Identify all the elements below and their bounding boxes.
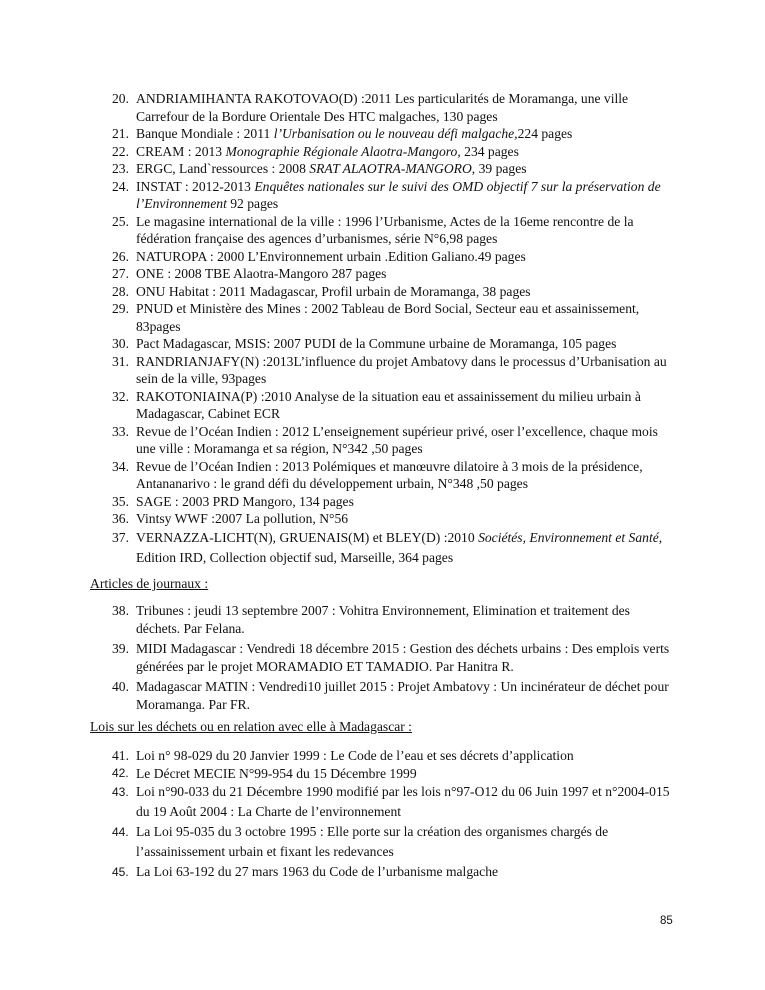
item-text: 92 pages (226, 196, 279, 211)
item-number: 38. (112, 603, 129, 618)
item-text: 224 pages (517, 126, 573, 141)
reference-item (0, 125, 765, 143)
reference-item (0, 143, 765, 161)
item-text: Pact Madagascar, MSIS: 2007 PUDI de la Commune urbaine de Moramanga, 105 pages (136, 336, 617, 351)
item-title-italic: l’Urbanisation ou le nouveau défi malgache, (273, 126, 518, 141)
reference-item (0, 265, 765, 283)
reference-item (0, 160, 765, 178)
section-heading-journaux: Articles de journaux : (90, 576, 209, 591)
item-text: Banque Mondiale : 2011 (136, 126, 274, 141)
item-text: INSTAT : 2012-2013 (136, 178, 255, 194)
item-number: 27. (112, 266, 129, 281)
item-text: La Loi 95-035 du 3 octobre 1995 : Elle porte sur la création des organismes chargés de l’assainissement urbain et fixant les redevances (136, 824, 609, 859)
item-number: 44. (112, 825, 129, 839)
reference-item (0, 510, 765, 528)
reference-item (0, 300, 765, 335)
item-text: Le magasine international de la ville : 1996 l’Urbanisme, Actes de la 16eme rencontre de la fédération française des agences d’urbanismes, série N°6,98 pages (136, 213, 634, 246)
item-number: 41. (112, 748, 129, 763)
item-text: ONU Habitat : 2011 Madagascar, Profil urbain de Moramanga, 38 pages (136, 283, 531, 299)
item-number: 20. (112, 91, 129, 106)
item-number: 35. (112, 493, 129, 509)
item-text: RAKOTONIAINA(P) :2010 Analyse de la situation eau et assainissement du milieu urbain à Madagascar, Cabinet ECR (136, 388, 641, 421)
reference-item (0, 782, 765, 822)
item-text: , 234 pages (457, 143, 519, 159)
item-number: 21. (112, 126, 129, 141)
item-text: RANDRIANJAFY(N) :2013L’influence du projet Ambatovy dans le processus d’Urbanisation au sein de la ville, 93pages (136, 353, 667, 386)
page-number: 85 (660, 915, 673, 927)
item-text: CREAM : 2013 (136, 143, 226, 159)
reference-item (0, 283, 765, 301)
item-text: SAGE : 2003 PRD Mangoro, 134 pages (136, 493, 354, 509)
item-text: Le Décret MECIE N°99-954 du 15 Décembre 1999 (136, 765, 417, 781)
reference-item (0, 528, 765, 568)
item-title-italic: Monographie Régionale Alaotra-Mangoro (225, 143, 458, 159)
reference-item (0, 640, 765, 675)
item-text: PNUD et Ministère des Mines : 2002 Tableau de Bord Social, Secteur eau et assainissement, 83pages (136, 301, 640, 334)
reference-item (0, 248, 765, 266)
item-title-italic: SRAT ALAOTRA-MANGORO (309, 161, 472, 176)
reference-item (0, 90, 765, 125)
reference-item (0, 862, 765, 882)
item-number: 28. (112, 283, 129, 299)
item-number: 39. (112, 641, 129, 656)
item-text: Tribunes : jeudi 13 septembre 2007 : Vohitra Environnement, Elimination et traitement des déchets. Par Felana. (136, 603, 630, 636)
reference-item (0, 353, 765, 388)
item-number: 33. (112, 423, 129, 439)
reference-item (0, 602, 765, 637)
item-text: Edition IRD, Collection objectif sud, Marseille, 364 pages (136, 549, 454, 565)
item-number: 23. (112, 161, 129, 176)
item-number: 40. (112, 679, 129, 694)
reference-item (0, 822, 765, 862)
item-text: NATUROPA : 2000 L’Environnement urbain .Edition Galiano.49 pages (136, 248, 526, 264)
item-title-italic: Enquêtes nationales sur le suivi des OMD objectif 7 sur la préservation de l’Environnement (136, 178, 661, 211)
item-number: 37. (112, 529, 129, 545)
item-number: 31. (112, 353, 129, 369)
item-text: Vintsy WWF :2007 La pollution, N°56 (136, 511, 349, 526)
item-number: 29. (112, 301, 129, 316)
item-number: 24. (112, 178, 129, 194)
reference-item (0, 747, 765, 765)
item-text: Revue de l’Océan Indien : 2013 Polémiques et manœuvre dilatoire à 3 mois de la présidence, Antananarivo : le grand défi du développement urbain, N°348 ,50 pages (136, 458, 643, 491)
item-number: 25. (112, 213, 129, 229)
item-text: VERNAZZA-LICHT(N), GRUENAIS(M) et BLEY(D) :2010 (136, 529, 479, 545)
reference-item (0, 458, 765, 493)
item-number: 36. (112, 511, 129, 526)
item-number: 26. (112, 248, 129, 264)
reference-item (0, 178, 765, 213)
reference-item (0, 765, 765, 783)
item-number: 32. (112, 388, 129, 404)
reference-item (0, 335, 765, 353)
journal-article-list (0, 602, 765, 713)
item-text: ERGC, Land`ressources : 2008 (136, 161, 310, 176)
item-text: Madagascar MATIN : Vendredi10 juillet 2015 : Projet Ambatovy : Un incinérateur de déchet pour Moramanga. Par FR. (136, 679, 669, 712)
item-text: ONE : 2008 TBE Alaotra-Mangoro 287 pages (136, 266, 387, 281)
item-text: Loi n° 98-029 du 20 Janvier 1999 : Le Code de l’eau et ses décrets d’application (136, 748, 574, 763)
item-text: MIDI Madagascar : Vendredi 18 décembre 2015 : Gestion des déchets urbains : Des emplois verts générées par le projet MORAMADIO ET TAMADIO. Par Hanitra R. (136, 641, 670, 674)
reference-item (0, 493, 765, 511)
reference-list (0, 90, 765, 568)
reference-item (0, 388, 765, 423)
item-number: 43. (112, 785, 129, 799)
item-text: La Loi 63-192 du 27 mars 1963 du Code de l’urbanisme malgache (136, 864, 499, 879)
item-text: , 39 pages (471, 161, 527, 176)
item-title-italic: Sociétés, Environnement et Santé, (478, 529, 663, 545)
item-text: Revue de l’Océan Indien : 2012 L’enseignement supérieur privé, oser l’excellence, chaque mois une ville : Moramanga et sa région, N°342 ,50 pages (136, 423, 658, 456)
item-number: 45. (112, 865, 129, 879)
reference-item (0, 213, 765, 248)
item-text: Loi n°90-033 du 21 Décembre 1990 modifié par les lois n°97-O12 du 06 Juin 1997 et n°2004-015 du 19 Août 2004 : La Charte de l’environnement (136, 784, 670, 819)
section-heading-lois: Lois sur les déchets ou en relation avec elle à Madagascar : (90, 719, 412, 734)
item-number: 30. (112, 336, 129, 351)
item-text: ANDRIAMIHANTA RAKOTOVAO(D) :2011 Les particularités de Moramanga, une ville Carrefour de la Bordure Orientale Des HTC malgaches, 130 pages (136, 91, 629, 124)
law-list (0, 747, 765, 882)
reference-item (0, 423, 765, 458)
item-number: 22. (112, 143, 129, 159)
reference-item (0, 678, 765, 713)
item-number: 34. (112, 458, 129, 474)
item-number: 42. (112, 765, 129, 780)
